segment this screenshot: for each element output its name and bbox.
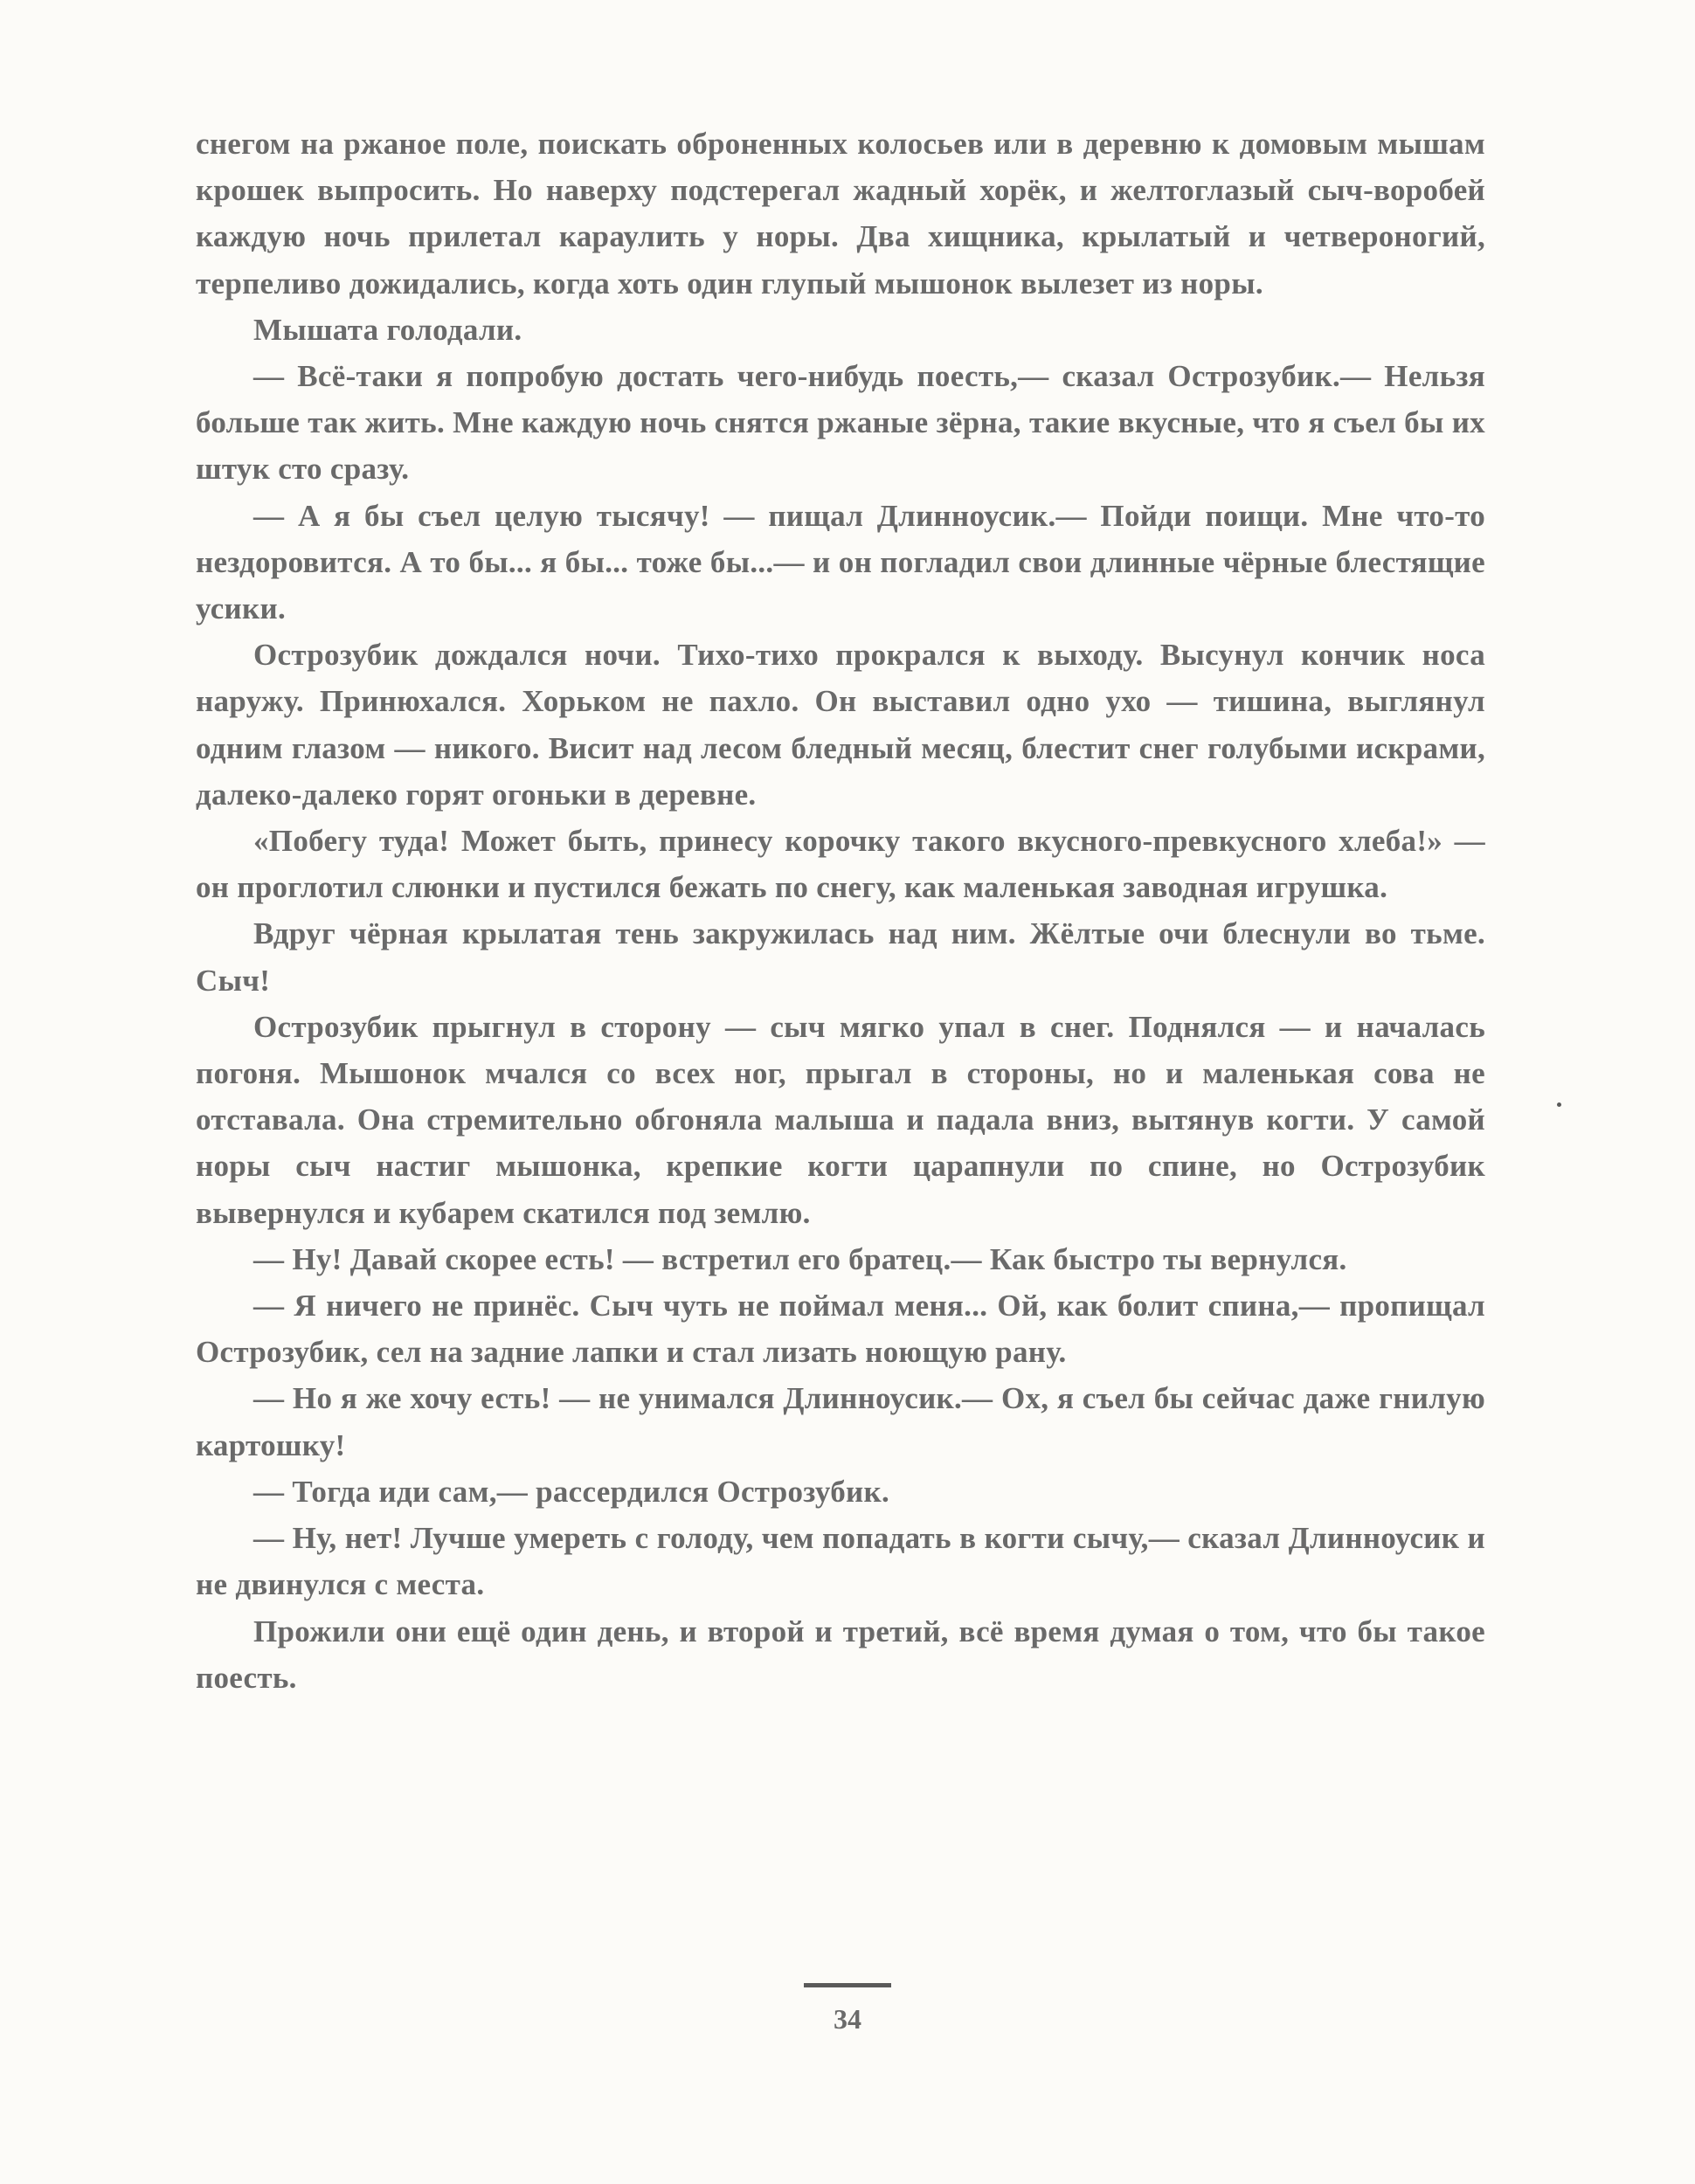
page-number-rule [804,1983,891,1987]
body-text [196,121,1485,1701]
paragraph: — Тогда иди сам,— рассердился Острозубик. [253,1474,890,1509]
paragraph: — Но я же хочу есть! — не унимался Длинноусик.— Ох, я съел бы сейчас даже гнилую картошку! [196,1381,1485,1462]
paragraph: Острозубик прыгнул в сторону — сыч мягко упал в снег. Поднялся — и началась погоня. Мышонок мчался со всех ног, прыгал в стороны, но и маленькая сова не отставала. Она стремительно обгоняла малыша и падала вниз, вытянув когти. У самой норы сыч настиг мышонка, крепкие когти царапнули по спине, но Острозубик вывернулся и кубарем скатился под землю. [196,1009,1485,1230]
paragraph: Прожили они ещё один день, и второй и третий, всё время думая о том, что бы такое поесть. [196,1614,1485,1695]
paragraph: — Ну! Давай скорее есть! — встретил его братец.— Как быстро ты вернулся. [253,1241,1347,1276]
paragraph: Вдруг чёрная крылатая тень закружилась над ним. Жёлтые очи блеснули во тьме. Сыч! [196,916,1485,998]
paragraph: Мышата голодали. [253,312,522,347]
print-speck [1557,1102,1561,1107]
paragraph: — Я ничего не принёс. Сыч чуть не поймал меня... Ой, как болит спина,— пропищал Острозубик, сел на задние лапки и стал лизать ноющую рану. [196,1289,1485,1370]
page-footer [0,1983,1695,2035]
paragraph: «Побегу туда! Может быть, принесу корочку такого вкусного-превкусного хлеба!» — он проглотил слюнки и пустился бежать по снегу, как маленькая заводная игрушка. [196,824,1485,905]
paragraph: — Ну, нет! Лучше умереть с голоду, чем попадать в когти сычу,— сказал Длинноусик и не двинулся с места. [196,1521,1485,1602]
paragraph: — Всё-таки я попробую достать чего-нибудь поесть,— сказал Острозубик.— Нельзя больше так жить. Мне каждую ночь снятся ржаные зёрна, такие вкусные, что я съел бы их штук сто сразу. [196,359,1485,487]
paragraph: Острозубик дождался ночи. Тихо-тихо прокрался к выходу. Высунул кончик носа наружу. Принюхался. Хорьком не пахло. Он выставил одно ухо — тишина, выглянул одним глазом — никого. Висит над лесом бледный месяц, блестит снег голубыми искрами, далеко-далеко горят огоньки в деревне. [196,638,1485,812]
page-number: 34 [834,2003,861,2035]
paragraph: — А я бы съел целую тысячу! — пищал Длинноусик.— Пойди поищи. Мне что-то нездоровится. А то бы... я бы... тоже бы...— и он погладил свои длинные чёрные блестящие усики. [196,498,1485,626]
paragraph: снегом на ржаное поле, поискать оброненных колосьев или в деревню к домовым мышам крошек выпросить. Но наверху подстерегал жадный хорёк, и желтоглазый сыч-воробей каждую ночь прилетал караулить у норы. Два хищника, крылатый и четвероногий, терпеливо дожидались, когда хоть один глупый мышонок вылезет из норы. [196,127,1485,301]
